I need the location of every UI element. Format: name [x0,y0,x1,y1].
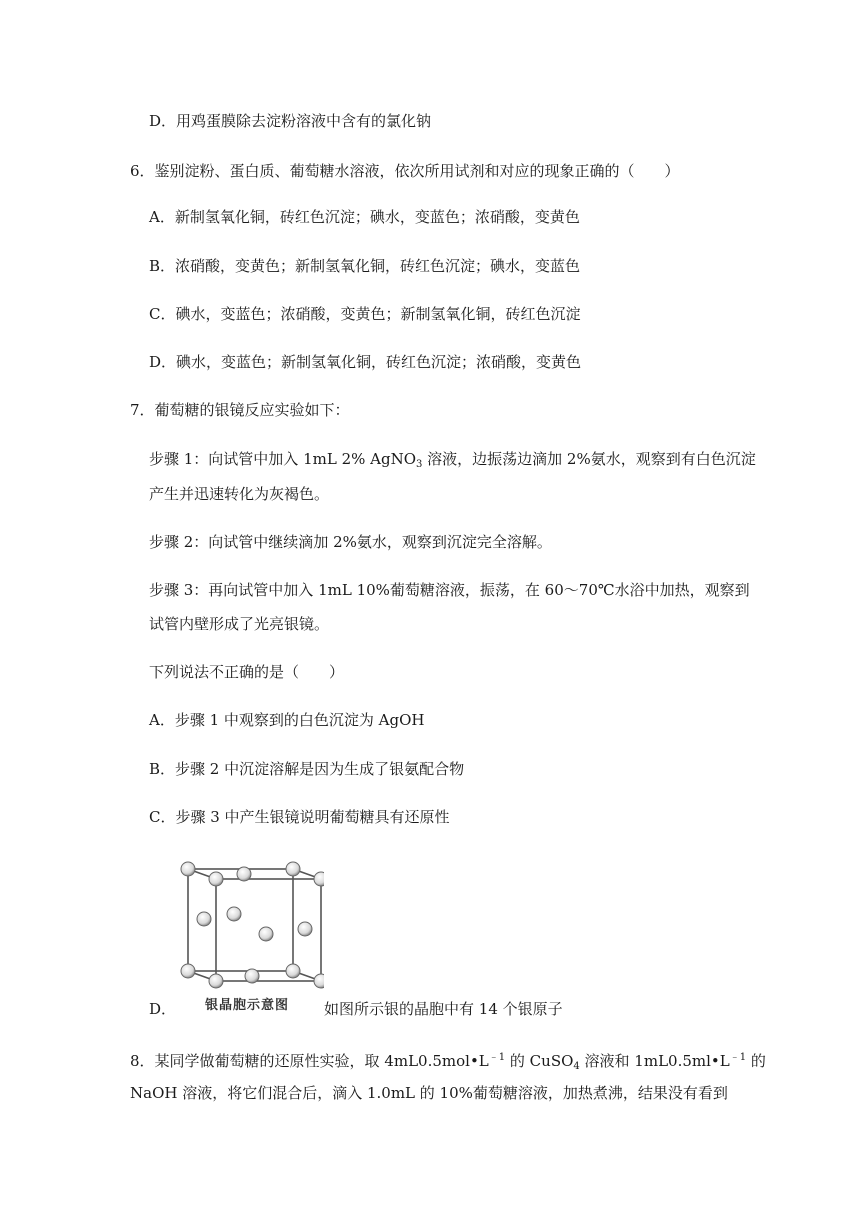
q7-step1-sub: 3 [416,459,423,470]
silver-unit-cell-figure [176,853,324,1013]
q7-step3-line1: 步骤 3：再向试管中加入 1mL 10%葡萄糖溶液，振荡，在 60～70℃水浴中加热，观察到 [149,581,750,599]
q6-option-c: C．碘水，变蓝色；浓硝酸，变黄色；新制氢氧化铜，砖红色沉淀 [149,305,581,323]
q7-step2: 步骤 2：向试管中继续滴加 2%氨水，观察到沉淀完全溶解。 [149,533,552,551]
q7-step1-post: 溶液，边振荡边滴加 2%氨水，观察到有白色沉淀 [422,450,756,468]
q7-stem: 7．葡萄糖的银镜反应实验如下： [130,401,350,419]
q7-step3-line2: 试管内壁形成了光亮银镜。 [149,615,330,633]
q6-stem: 6．鉴别淀粉、蛋白质、葡萄糖水溶液，依次所用试剂和对应的现象正确的（ ） [130,162,680,180]
figure-caption: 银晶胞示意图 [205,998,290,1013]
q8-text-a: 8．某同学做葡萄糖的还原性实验，取 4mL0.5mol•L [130,1052,489,1070]
q6-option-a: A．新制氢氧化铜，砖红色沉淀；碘水，变蓝色；浓硝酸，变黄色 [149,208,580,226]
q8-stem-line1 [130,1047,766,1078]
q7-step1-line1 [149,448,756,476]
q8-stem-line2: NaOH 溶液，将它们混合后，滴入 1.0mL 的 10%葡萄糖溶液，加热煮沸，结果没有看到 [130,1084,728,1102]
q7-step1-pre: 步骤 1：向试管中加入 1mL 2% AgNO [149,450,416,468]
q8-sub: 4 [573,1061,580,1072]
q8-text-b: 的 CuSO [505,1052,574,1070]
q7-step1-line2: 产生并迅速转化为灰褐色。 [149,485,330,503]
q5-option-d: D．用鸡蛋膜除去淀粉溶液中含有的氯化钠 [149,112,432,130]
q6-option-b: B．浓硝酸，变黄色；新制氢氧化铜，砖红色沉淀；碘水，变蓝色 [149,257,581,275]
q6-option-d: D．碘水，变蓝色；新制氢氧化铜，砖红色沉淀；浓硝酸，变黄色 [149,353,582,371]
q7-question: 下列说法不正确的是（ ） [149,663,345,681]
q7-option-a: A．步骤 1 中观察到的白色沉淀为 AgOH [149,711,425,729]
q7-option-c: C．步骤 3 中产生银镜说明葡萄糖具有还原性 [149,808,450,826]
q7-option-b: B．步骤 2 中沉淀溶解是因为生成了银氨配合物 [149,760,465,778]
q7-option-d-letter: D． [149,1000,177,1018]
q8-text-d: 的 [746,1052,766,1070]
q8-text-c: 溶液和 1mL0.5ml•L [579,1052,730,1070]
q7-option-d-text: 如图所示银的晶胞中有 14 个银原子 [324,1000,563,1018]
q8-sup2: ﹣1 [729,1052,747,1063]
q8-sup1: ﹣1 [488,1052,506,1063]
